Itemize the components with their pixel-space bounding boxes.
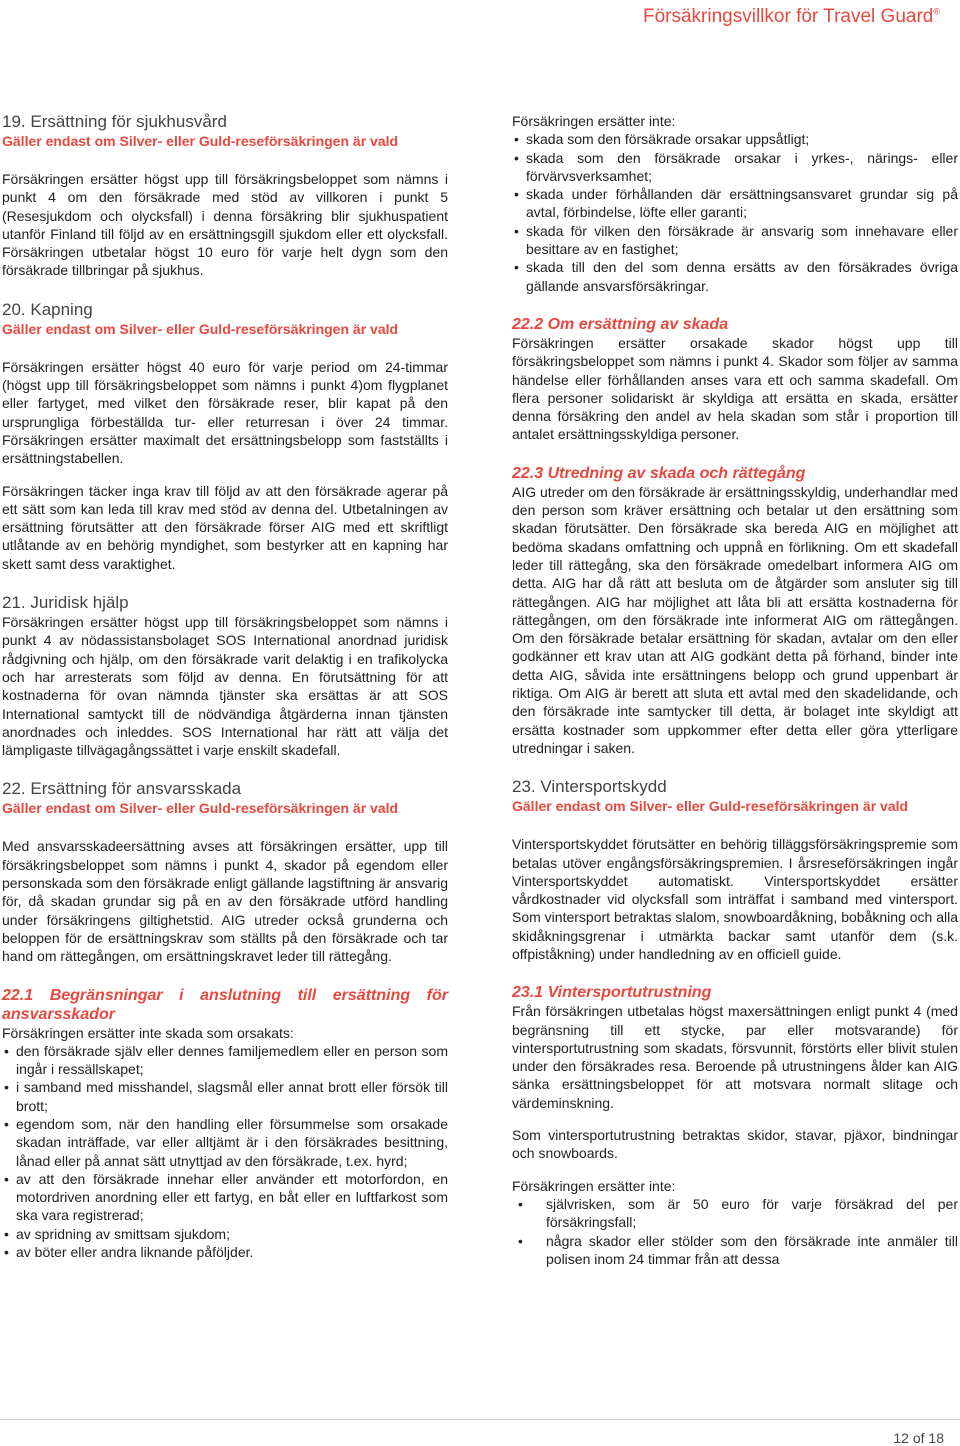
section-22-3-title: 22.3 Utredning av skada och rättegång — [512, 464, 806, 482]
section-21-text: Försäkringen ersätter högst upp till försäkringsbeloppet som nämns i punkt 4 av nödassistansbolaget SOS International anordnad juridisk rådgivning och hjälp, om den försäkrade varit delaktig i en trafikolycka och har arresterats som följd av denna. En förutsättning för att kostnaderna för ovan nämnda tjänster ska ersättas är att SOS International samtyckt till de nödvändiga åtgärderna innan tjänsten anordnades och inleddes. SOS International har rätt att välja det lämpligaste tillvägagångssättet i varje enskilt skadefall. — [2, 614, 448, 759]
section-23-1-title: 23.1 Vintersportutrustning — [512, 984, 712, 1002]
section-22-1-title: 22.1 Begränsningar i anslutning till ersättning för ansvarsskador — [2, 986, 448, 1023]
left-column — [2, 112, 448, 1261]
list-item: • skada som den försäkrade orsakar uppsåtligt; — [512, 130, 958, 148]
list-item: • egendom som, när den handling eller försummelse som orsakade skadan inträffade, var eller alltjämt är i den försäkrades besittning, lånad eller på annat sätt utnyttjad av den försäkrade, t.ex. hyrd; — [2, 1115, 448, 1170]
section-19-condition: Gäller endast om Silver- eller Guld-reseförsäkringen är vald — [2, 133, 399, 149]
section-22-title: 22. Ersättning för ansvarsskada — [2, 779, 242, 799]
section-22-2-text: Försäkringen ersätter orsakade skador högst upp till försäkringsbeloppet som nämns i punkt 4. Skador som följer av samma händelse eller förhållanden anses vara ett och samma skadefall. Om flera personer solidariskt är skyldiga att ersätta en skada, ersätter denna försäkring den andel av hela skadan som står i proportion till antalet ersättningsskyldiga personer. — [512, 334, 958, 443]
section-22-1-list — [2, 1042, 448, 1262]
section-23-1-list — [512, 1195, 958, 1268]
section-22-text: Med ansvarsskadeersättning avses att försäkringen ersätter, upp till försäkringsbeloppet som nämns i punkt 4, skador på egendom eller personskada som den försäkrade enligt gällande lagstiftning är ansvarig för, då skadan grundar sig på en av den försäkrade utförd handling under försäkringens giltighetstid. AIG utreder också grunderna och beloppen för de ersättningskrav som ställts på den försäkrade och tar hand om rättegången, om ersättningskravet leder till rättegång. — [2, 838, 448, 965]
section-23-title: 23. Vintersportskydd — [512, 777, 667, 797]
section-23-1-text-1: Från försäkringen utbetalas högst maxersättningen enligt punkt 4 (med begränsning till ett stycke, par eller motsvarande) för vintersportutrustning som skadats, försvunnit, förstörts eller blivit stulen under den försäkrades resa. Beroende på utrustningens ålder kan AIG sänka ersättningsbeloppet för att motsvara normalt slitage och värdeminskning. — [512, 1003, 958, 1111]
section-20-text-2: Försäkringen täcker inga krav till följd av att den försäkrade agerar på ett sätt som kan leda till krav med stöd av denna del. Utbetalningen av ersättning förutsätter att den försäkrade förser AIG med ett skriftligt utlåtande av en behörig myndighet, som bestyrker att en kapning har skett samt dess varaktighet. — [2, 482, 448, 572]
list-item: • självrisken, som är 50 euro för varje försäkrad del per försäkringsfall; — [512, 1195, 958, 1232]
list-item: • skada för vilken den försäkrade är ansvarig som innehavare eller besittare av en fastighet; — [512, 222, 958, 259]
right-column — [512, 112, 958, 1268]
list-item: • i samband med misshandel, slagsmål eller annat brott eller försök till brott; — [2, 1078, 448, 1115]
section-22-condition: Gäller endast om Silver- eller Guld-reseförsäkringen är vald — [2, 800, 399, 817]
list-item: • av spridning av smittsam sjukdom; — [2, 1225, 448, 1243]
section-19-text: Försäkringen ersätter högst upp till försäkringsbeloppet som nämns i punkt 4 om den försäkrade med stöd av villkoren i punkt 5 (Resesjukdom och olycksfall) i denna försäkring blir sjukhuspatient utanför Finland till följd av en ersättningsgill sjukdom eller ett olycksfall. Försäkringen utbetalar högst 10 euro för varje helt dygn som den försäkrade tillbringar på sjukhus. — [2, 171, 448, 279]
header-title-text: Försäkringsvillkor för Travel Guard — [642, 6, 934, 27]
section-21-title: 21. Juridisk hjälp — [2, 593, 129, 613]
exclusions-intro: Försäkringen ersätter inte: — [512, 113, 676, 129]
list-item: • av böter eller andra liknande påföljder. — [2, 1243, 448, 1261]
list-item: • skada under förhållanden där ersättningsansvaret grundar sig på avtal, förbindelse, löfte eller garanti; — [512, 185, 958, 222]
section-22-1-intro: Försäkringen ersätter inte skada som orsakats: — [2, 1024, 294, 1041]
footer-divider — [0, 1419, 960, 1420]
list-item: • av att den försäkrade innehar eller använder ett motorfordon, en motordriven anordning eller ett fartyg, en båt eller en luftfarkost som ska vara registrerad; — [2, 1170, 448, 1225]
section-23-condition: Gäller endast om Silver- eller Guld-reseförsäkringen är vald — [512, 798, 909, 815]
section-23-1-text-2: Som vintersportutrustning betraktas skidor, stavar, pjäxor, bindningar och snowboards. — [512, 1127, 958, 1162]
list-item: • den försäkrade själv eller dennes familjemedlem eller en person som ingår i ressällskapet; — [2, 1042, 448, 1079]
registered-mark: ® — [933, 6, 940, 17]
section-20-text-1: Försäkringen ersätter högst 40 euro för varje period om 24-timmar (högst upp till försäkringsbeloppet som nämns i punkt 4)om flygplanet eller fartyget, med vilket den försäkrade reser, blir kapat på den ursprungliga förbeställda tur- eller returresan i över 24 timmar. Försäkringen ersätter maximalt det ersättningsbelopp som fastställts i ersättningstabellen. — [2, 358, 448, 467]
list-item: • skada som den försäkrade orsakar i yrkes-, närings- eller förvärvsverksamhet; — [512, 149, 958, 186]
document-header-title — [643, 6, 940, 28]
section-23-text: Vintersportskyddet förutsätter en behörig tilläggsförsäkringspremie som betalas utöver engångsförsäkringspremien. I årsreseförsäkringen ingår Vintersportskyddet automatiskt. Vintersportskyddet ersätter vårdkostnader vid olycksfall som inträffat i samband med vintersport. Som vintersport betraktas slalom, snowboardåkning, bobåkning och alla skidåkningsgrenar i utmärkta backar samt utanför dem (s.k. offpiståkning) under handledning av en officiell guide. — [512, 836, 958, 962]
section-22-2-title: 22.2 Om ersättning av skada — [512, 315, 729, 333]
exclusions-list — [512, 130, 958, 295]
list-item: • några skador eller stölder som den försäkrade inte anmäler till polisen inom 24 timmar från att dessa — [512, 1232, 958, 1269]
section-19-title: 19. Ersättning för sjukhusvård — [2, 112, 227, 131]
section-23-1-exclusions-intro: Försäkringen ersätter inte: — [512, 1177, 676, 1194]
section-22-3-text: AIG utreder om den försäkrade är ersättningsskyldig, underhandlar med den person som kräver ersättning och betalar ut den ersättning som skadan förutsätter. Den försäkrade ska bereda AIG en möjlighet att bedöma skadans omfattning och uppnå en förlikning. Om ett skadefall leder till rättegång, ska den försäkrade omedelbart informera AIG om detta. AIG har då rätt att besluta om de åtgärder som ansluter sig till rättegången. AIG har möjlighet att låta bli att ersätta kostnaderna för rättegången, om den försäkrade inte informerat AIG om rättegången. Om den försäkrade betalar ersättning för skadan, avtalar om den eller godkänner ett krav utan att AIG godkänt detta på förhand, binder inte detta AIG, såvida inte ersättningens belopp och grund uppenbart är riktiga. Om AIG är berett att sluta ett avtal med den skadelidande, och den försäkrade inte samtycker till detta, är bolaget inte skyldigt att ersätta kostnader som uppkommer efter detta eller göra ytterligare utredningar i saken. — [512, 483, 958, 756]
list-item: • skada till den del som denna ersätts av den försäkrades övriga gällande ansvarsförsäkringar. — [512, 258, 958, 295]
section-20-title: 20. Kapning — [2, 299, 93, 319]
section-20-condition: Gäller endast om Silver- eller Guld-reseförsäkringen är vald — [2, 320, 399, 337]
page-number: 12 of 18 — [893, 1430, 944, 1446]
